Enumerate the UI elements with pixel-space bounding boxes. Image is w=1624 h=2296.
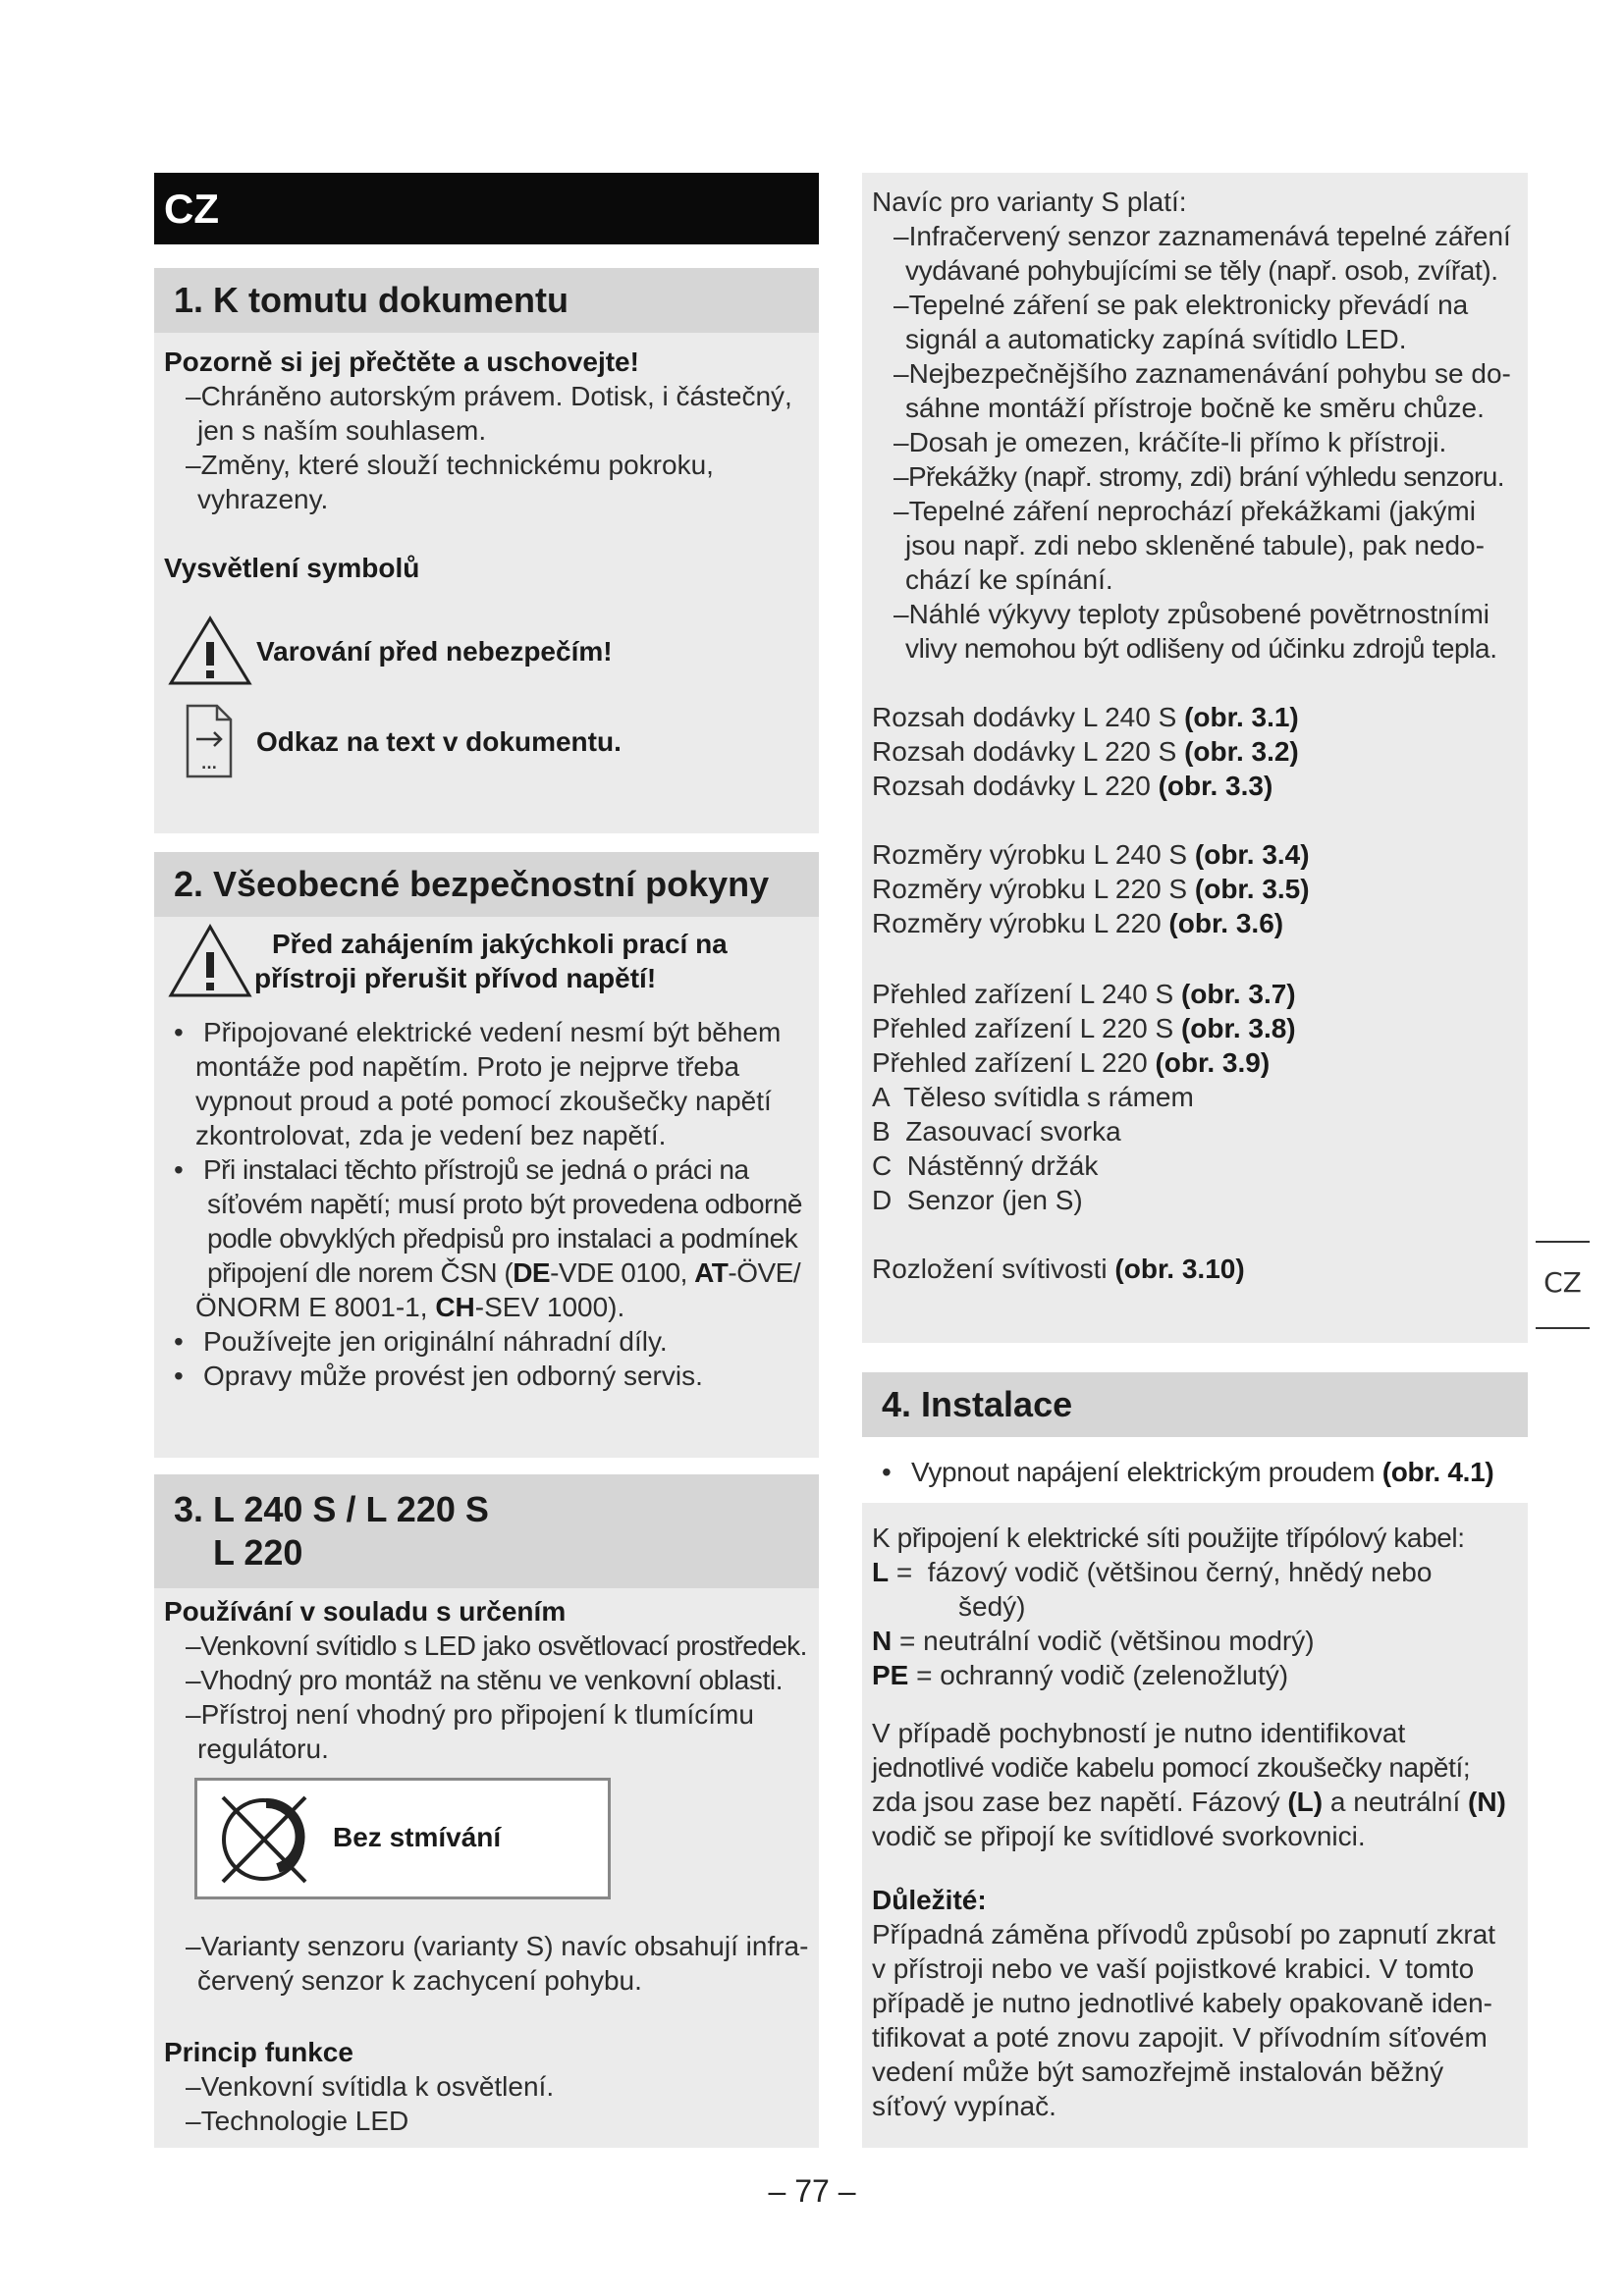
- text-line: [872, 1785, 1528, 1819]
- part-item: D Senzor (jen S): [872, 1185, 1083, 1215]
- figure-ref: (obr. 3.3): [1158, 771, 1273, 801]
- document-reference-dots: ...: [201, 757, 217, 773]
- document-reference-icon: [168, 703, 252, 779]
- wire-ref: (L): [1287, 1787, 1324, 1817]
- figure-ref: (obr. 3.2): [1184, 736, 1299, 767]
- dimensions-text: Rozměry výrobku L 220 S: [872, 874, 1195, 904]
- scope-line: [872, 734, 1528, 769]
- no-dimming-icon: [209, 1784, 317, 1892]
- section-title-line: 3. L 240 S / L 220 S: [174, 1489, 489, 1529]
- wire-PE: [872, 1658, 1528, 1692]
- wire-desc: = ochranný vodič (zelenožlutý): [908, 1660, 1289, 1690]
- text-line: –Technologie LED: [186, 2106, 409, 2136]
- list-item-text: Při instalaci těchto přístrojů se jedná o práci na: [203, 1154, 749, 1185]
- text-line: vedení může být samozřejmě instalován běžný: [872, 2056, 1444, 2087]
- text-line: –Dosah je omezen, kráčíte-li přímo k přístroji.: [893, 427, 1447, 457]
- figure-ref: (obr. 4.1): [1381, 1457, 1494, 1487]
- distribution-line: [872, 1252, 1528, 1286]
- wire-N: [872, 1624, 1528, 1658]
- text-line: v přístroji nebo ve vaší pojistkové krabici. V tomto: [872, 1953, 1475, 1984]
- figure-ref: (obr. 3.5): [1194, 874, 1310, 904]
- section-about-document: [154, 268, 819, 833]
- part-item: B Zasouvací svorka: [872, 1116, 1121, 1147]
- text-line: montáže pod napětím. Proto je nejprve třeba: [195, 1051, 740, 1082]
- section-title: 1. K tomutu dokumentu: [154, 268, 819, 333]
- overview-line: [872, 1011, 1528, 1045]
- symbols-title: Vysvětlení symbolů: [164, 553, 420, 583]
- text-line: –Tepelné záření neprochází překážkami (jakými: [893, 496, 1476, 526]
- overview-text: Přehled zařízení L 240 S: [872, 979, 1181, 1009]
- text-line: zkontrolovat, zda je vedení bez napětí.: [195, 1120, 667, 1150]
- text-line: V případě pochybností je nutno identifikovat: [872, 1718, 1406, 1748]
- subtitle: Pozorně si jej přečtěte a uschovejte!: [164, 347, 639, 377]
- dimensions-line: [872, 872, 1528, 906]
- text-span: zda jsou zase bez napětí. Fázový: [872, 1787, 1288, 1817]
- cable-intro: K připojení k elektrické síti použijte třípólový kabel:: [872, 1522, 1465, 1553]
- use-title: Používání v souladu s určením: [164, 1596, 567, 1627]
- text-line: –Venkovní svítidlo s LED jako osvětlovací prostředek.: [186, 1630, 807, 1661]
- section-title: 4. Instalace: [862, 1372, 1528, 1437]
- text-line: [164, 1255, 819, 1290]
- text-line: regulátoru.: [197, 1734, 329, 1764]
- text-line: –Varianty senzoru (varianty S) navíc obsahují infra-: [186, 1931, 809, 1961]
- text-line: Případná záměna přívodů způsobí po zapnutí zkrat: [872, 1919, 1496, 1949]
- figure-ref: (obr. 3.6): [1168, 908, 1284, 938]
- list-item-text: Vypnout napájení elektrickým proudem: [911, 1457, 1382, 1487]
- norm-code: AT: [694, 1257, 729, 1288]
- text-span: a neutrální: [1323, 1787, 1468, 1817]
- intro: Navíc pro varianty S platí:: [872, 187, 1187, 217]
- text-span: ÖNORM E 8001-1,: [195, 1292, 436, 1322]
- list-item: [872, 1455, 1528, 1489]
- text-line: –Chráněno autorským právem. Dotisk, i částečný,: [186, 381, 792, 411]
- wire-desc: = neutrální vodič (většinou modrý): [892, 1626, 1315, 1656]
- warning-triangle-icon: [168, 923, 252, 999]
- text-line: –Tepelné záření se pak elektronicky převádí na: [893, 290, 1469, 320]
- important-title: Důležité:: [872, 1885, 987, 1915]
- text-line: jednotlivé vodiče kabelu pomocí zkoušečky napětí;: [872, 1752, 1471, 1783]
- wire-L: [872, 1555, 1528, 1589]
- warning-line: Před zahájením jakýchkoli prací na: [272, 929, 728, 959]
- text-line: –Vhodný pro montáž na stěnu ve venkovní oblasti.: [186, 1665, 784, 1695]
- part-item: C Nástěnný držák: [872, 1150, 1099, 1181]
- warning-text: Varování před nebezpečím!: [256, 635, 613, 667]
- text-line: vypnout proud a poté pomocí zkoušečky napětí: [195, 1086, 772, 1116]
- scope-line: [872, 700, 1528, 734]
- text-line: podle obvyklých předpisů pro instalaci a podmínek: [207, 1223, 798, 1254]
- distribution-text: Rozložení svítivosti: [872, 1254, 1115, 1284]
- norm-code: CH: [435, 1292, 475, 1322]
- text-line: vydávané pohybujícími se těly (např. osob, zvířat).: [905, 255, 1498, 286]
- dimensions-text: Rozměry výrobku L 240 S: [872, 839, 1195, 870]
- scope-text: Rozsah dodávky L 220 S: [872, 736, 1185, 767]
- section-product-continued: [164, 1929, 812, 2138]
- text-line: vyhrazeny.: [197, 484, 329, 514]
- text-line: –Změny, které slouží technickému pokroku,: [186, 450, 714, 480]
- text-line: [164, 1290, 819, 1324]
- text-line: –Infračervený senzor zaznamenává tepelné záření: [893, 221, 1511, 251]
- section-title: 2. Všeobecné bezpečnostní pokyny: [154, 852, 819, 917]
- text-line: –Přístroj není vhodný pro připojení k tlumícímu: [186, 1699, 754, 1730]
- overview-text: Přehled zařízení L 220: [872, 1047, 1156, 1078]
- part-item: A Těleso svítidla s rámem: [872, 1082, 1194, 1112]
- function-title: Princip funkce: [164, 2037, 353, 2067]
- section-sensor-info: [862, 173, 1528, 1343]
- text-line: jsou např. zdi nebo skleněné tabule), pak nedo-: [905, 530, 1485, 561]
- text-line: –Překážky (např. stromy, zdi) brání výhledu senzoru.: [893, 461, 1504, 492]
- text-span: -ÖVE/: [728, 1257, 801, 1288]
- text-line: –Venkovní svítidla k osvětlení.: [186, 2071, 555, 2102]
- section-safety: [154, 852, 819, 1458]
- text-line: chází ke spínání.: [905, 564, 1113, 595]
- wire-key: L: [872, 1557, 890, 1587]
- warning-symbol-row: [164, 614, 819, 687]
- text-line: signál a automaticky zapíná svítidlo LED.: [905, 324, 1407, 354]
- text-span: -VDE 0100,: [550, 1257, 695, 1288]
- section-title-line: L 220: [213, 1532, 303, 1573]
- wire-key: N: [872, 1626, 893, 1656]
- section-title: [154, 1474, 819, 1588]
- side-language-tab: CZ: [1536, 1241, 1590, 1329]
- text-line: červený senzor k zachycení pohybu.: [197, 1965, 642, 1996]
- safety-warning-row: [164, 923, 819, 999]
- warning-line: přístroji přerušit přívod napětí!: [254, 963, 657, 993]
- reference-symbol-row: [164, 703, 819, 779]
- text-line: jen s naším souhlasem.: [197, 415, 487, 446]
- figure-ref: (obr. 3.9): [1155, 1047, 1271, 1078]
- list-item: [164, 1152, 819, 1187]
- text-line: vodič se připojí ke svítidlové svorkovnici.: [872, 1821, 1366, 1851]
- dimensions-text: Rozměry výrobku L 220: [872, 908, 1169, 938]
- list-item-text: Připojované elektrické vedení nesmí být během: [203, 1017, 782, 1047]
- no-dimming-label: Bez stmívání: [333, 1822, 502, 1852]
- scope-line: [872, 769, 1528, 803]
- text-line: tifikovat a poté znovu zapojit. V přívodním síťovém: [872, 2022, 1488, 2053]
- list-item-text: Opravy může provést jen odborný servis.: [203, 1361, 703, 1391]
- text-line: –Nejbezpečnějšího zaznamenávání pohybu se do-: [893, 358, 1511, 389]
- text-line: šedý): [958, 1591, 1026, 1622]
- wire-ref: (N): [1468, 1787, 1506, 1817]
- figure-ref: (obr. 3.8): [1180, 1013, 1296, 1043]
- text-span: připojení dle norem ČSN (: [207, 1257, 514, 1288]
- overview-text: Přehled zařízení L 220 S: [872, 1013, 1181, 1043]
- figure-ref: (obr. 3.7): [1180, 979, 1296, 1009]
- language-header: CZ: [154, 173, 819, 244]
- dimensions-line: [872, 906, 1528, 940]
- warning-triangle-icon: [168, 614, 252, 687]
- text-line: sáhne montáží přístroje bočně ke směru chůze.: [905, 393, 1485, 423]
- figure-ref: (obr. 3.10): [1114, 1254, 1245, 1284]
- list-item-text: Používejte jen originální náhradní díly.: [203, 1326, 668, 1357]
- figure-ref: (obr. 3.1): [1184, 702, 1299, 732]
- text-line: případě je nutno jednotlivé kabely opakovaně iden-: [872, 1988, 1493, 2018]
- norm-code: DE: [513, 1257, 551, 1288]
- scope-text: Rozsah dodávky L 220: [872, 771, 1159, 801]
- section-installation: [862, 1372, 1528, 2148]
- figure-ref: (obr. 3.4): [1194, 839, 1310, 870]
- page-number: – 77 –: [768, 2173, 856, 2209]
- text-line: –Náhlé výkyvy teploty způsobené povětrnostními: [893, 599, 1489, 629]
- wire-desc: = fázový vodič (většinou černý, hnědý nebo: [889, 1557, 1433, 1587]
- list-item: [164, 1324, 819, 1359]
- text-span: -SEV 1000).: [474, 1292, 625, 1322]
- overview-line: [872, 977, 1528, 1011]
- overview-line: [872, 1045, 1528, 1080]
- text-line: vlivy nemohou být odlišeny od účinku zdrojů tepla.: [905, 633, 1497, 664]
- wire-key: PE: [872, 1660, 909, 1690]
- scope-text: Rozsah dodávky L 240 S: [872, 702, 1185, 732]
- dimensions-line: [872, 837, 1528, 872]
- text-line: síťový vypínač.: [872, 2091, 1056, 2121]
- list-item: [164, 1015, 819, 1049]
- no-dimming-box: [194, 1778, 611, 1899]
- list-item: [164, 1359, 819, 1393]
- reference-text: Odkaz na text v dokumentu.: [256, 725, 622, 757]
- text-line: síťovém napětí; musí proto být provedena odborně: [207, 1189, 802, 1219]
